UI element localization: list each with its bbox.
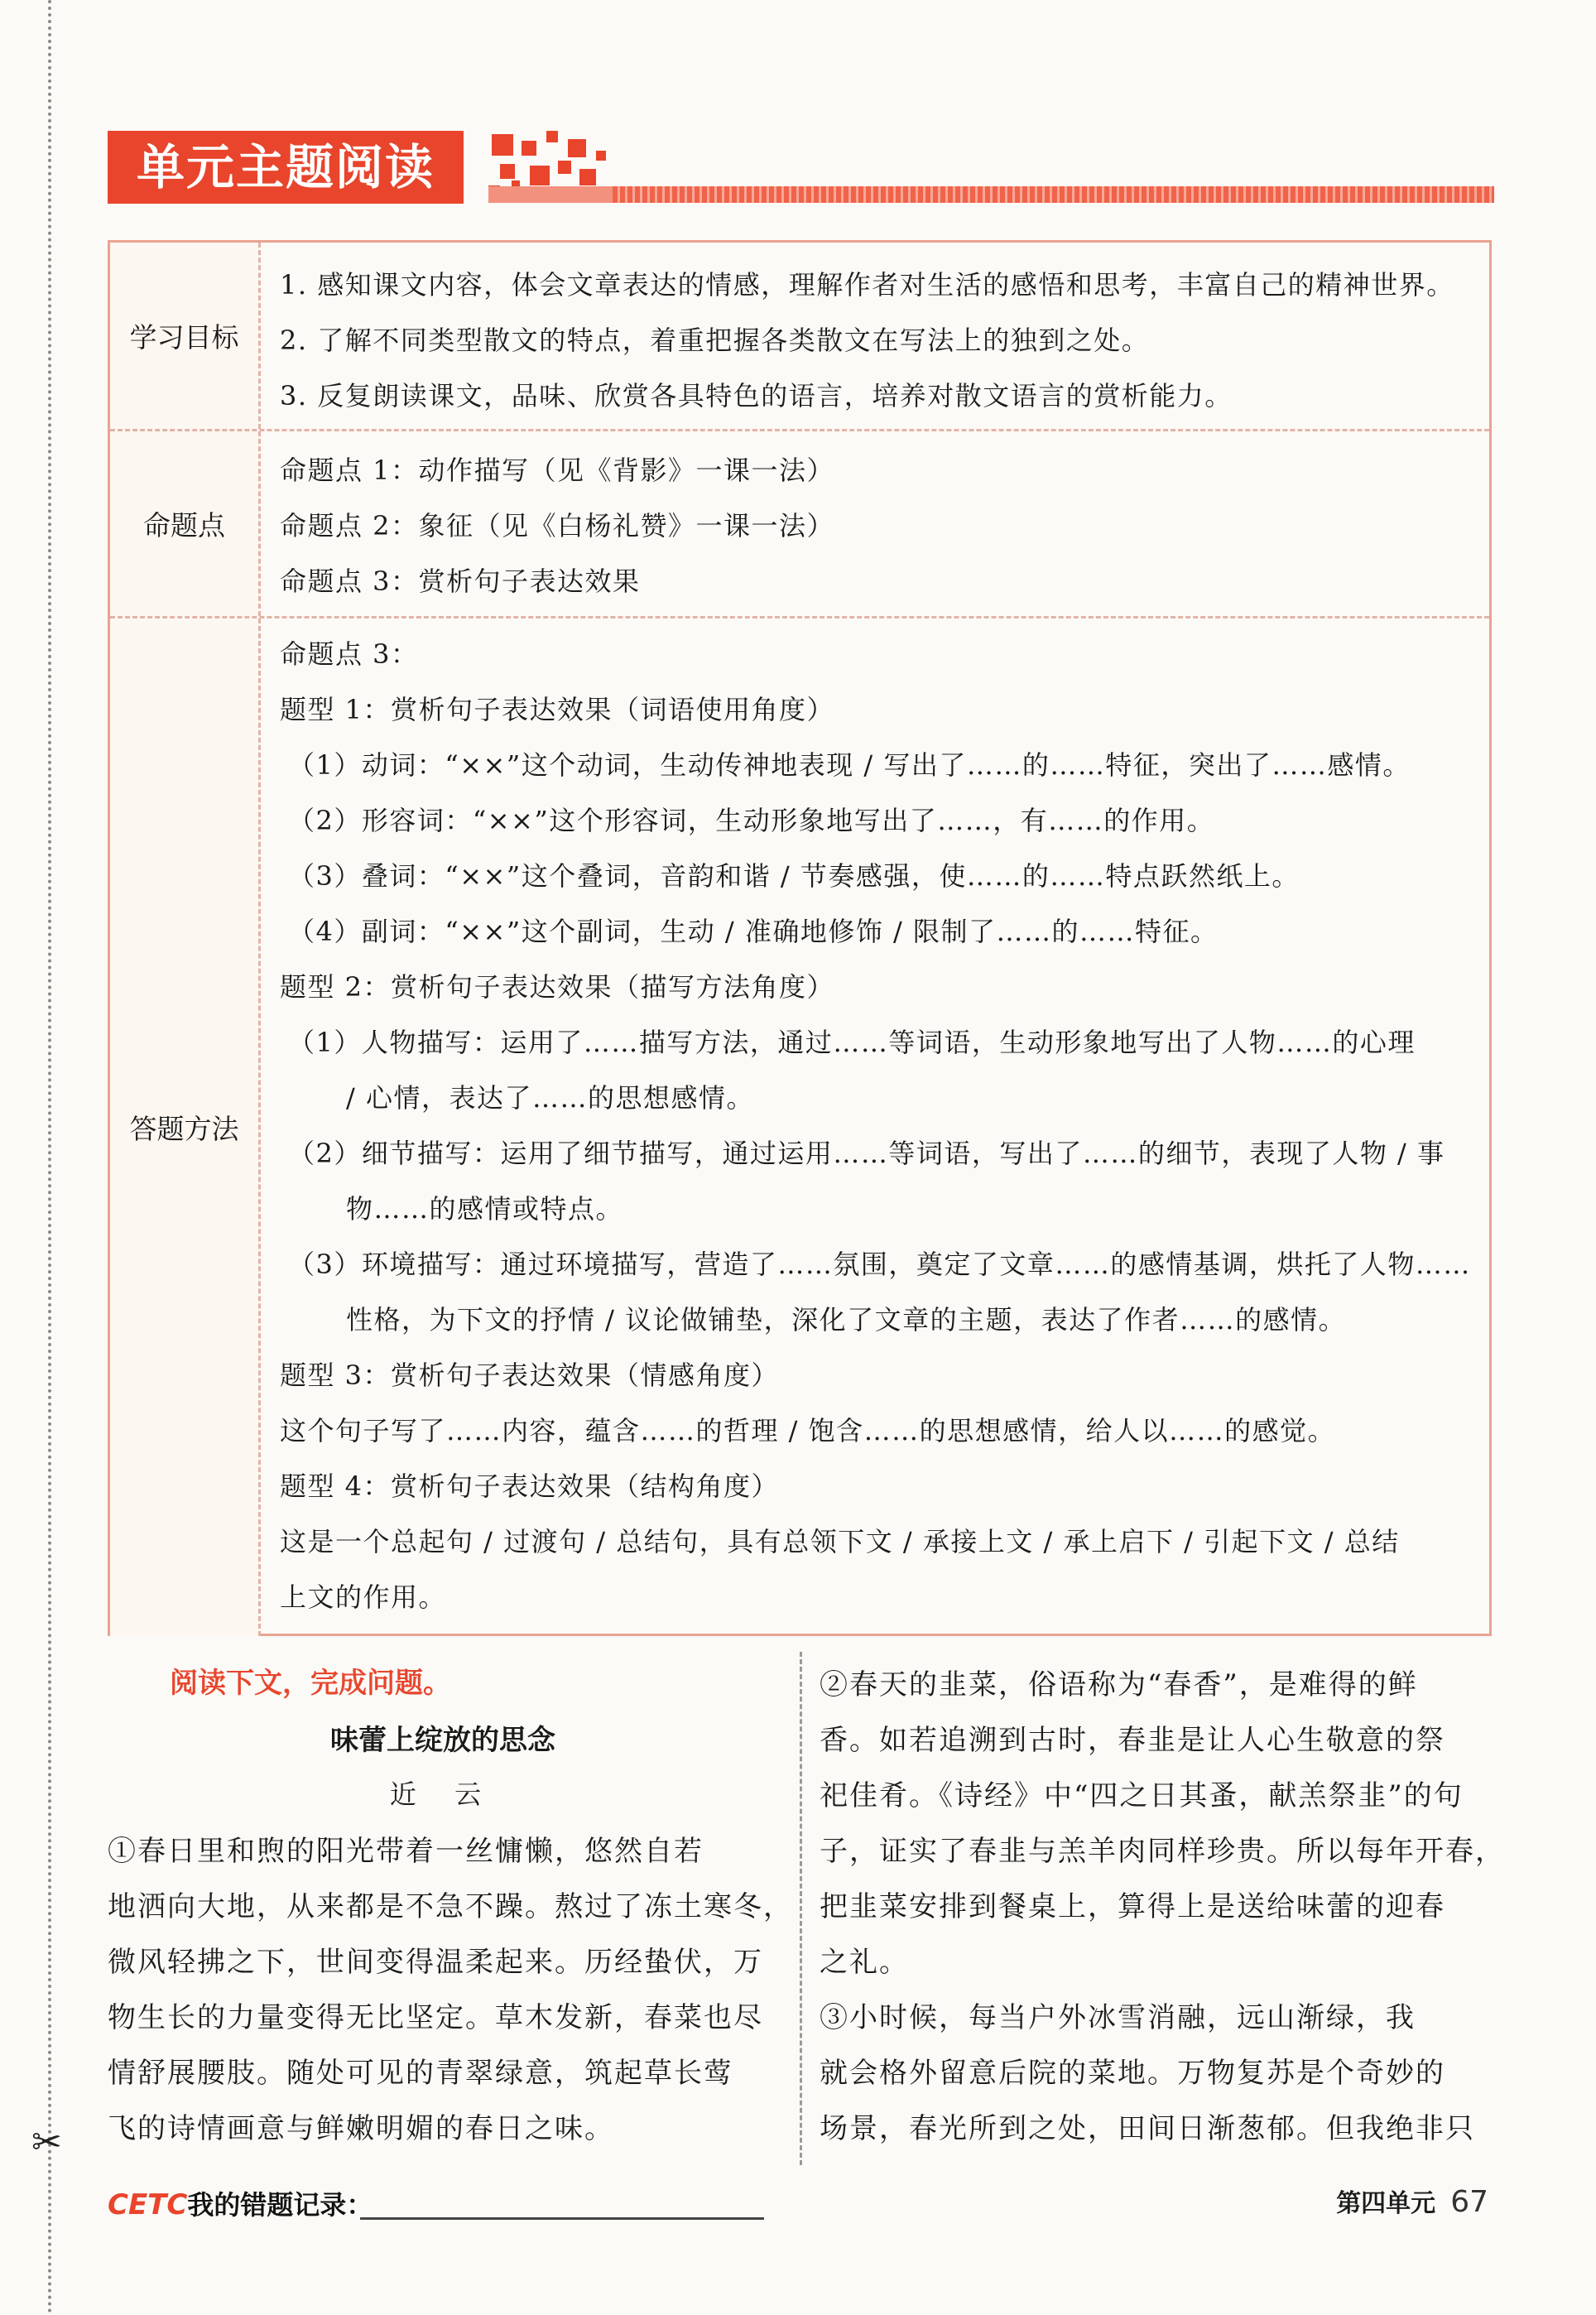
unit-label: 第四单元 xyxy=(1336,2189,1436,2218)
method-line: （2）形容词：“××”这个形容词，生动形象地写出了……，有……的作用。 xyxy=(288,805,1215,836)
paragraph-line: ①春日里和煦的阳光带着一丝慵懒，悠然自若 xyxy=(108,1835,704,1868)
goal-line: 1. 感知课文内容，体会文章表达的情感，理解作者对生活的感悟和思考，丰富自己的精神世界。 xyxy=(280,269,1454,301)
methods-label: 答题方法 xyxy=(110,618,261,1636)
paragraph-line: 飞的诗情画意与鲜嫩明媚的春日之味。 xyxy=(108,2112,614,2145)
article-author: 近 云 xyxy=(389,1778,497,1810)
paragraph-line: 地洒向大地，从来都是不急不躁。熬过了冻土寒冬， xyxy=(108,1890,793,1923)
goals-row xyxy=(110,243,1489,431)
method-line: （3）环境描写：通过环境描写，营造了……氛围，奠定了文章……的感情基调，烘托了人物…… xyxy=(288,1249,1471,1280)
method-line: 题型 2：赏析句子表达效果（描写方法角度） xyxy=(280,971,835,1003)
paragraph-line: ②春天的韭菜，俗语称为“春香”，是难得的鲜 xyxy=(820,1668,1418,1701)
method-line: （1）人物描写：运用了……描写方法，通过……等词语，生动形象地写出了人物……的心理 xyxy=(288,1027,1416,1058)
paragraph-line: 场景，春光所到之处，田间日渐葱郁。但我绝非只 xyxy=(820,2112,1475,2145)
error-record-label: 我的错题记录： xyxy=(187,2189,373,2221)
reading-instruction: 阅读下文，完成问题。 xyxy=(170,1667,451,1700)
paragraph-line: 把韭菜安排到餐桌上，算得上是送给味蕾的迎春 xyxy=(820,1890,1445,1923)
method-line: （3）叠词：“××”这个叠词，音韵和谐 / 节奏感强，使……的……特点跃然纸上。 xyxy=(288,860,1300,892)
article-title: 味蕾上绽放的思念 xyxy=(330,1724,555,1757)
method-line: 题型 4：赏析句子表达效果（结构角度） xyxy=(280,1470,780,1502)
method-line: 物……的感情或特点。 xyxy=(346,1193,624,1225)
point-line: 命题点 3：赏析句子表达效果 xyxy=(280,566,641,597)
study-table xyxy=(108,240,1492,1636)
methods-row xyxy=(110,618,1489,1636)
paragraph-line: 微风轻拂之下，世间变得温柔起来。历经蛰伏，万 xyxy=(108,1946,763,1979)
paragraph-line: 物生长的力量变得无比坚定。草木发新，春菜也尽 xyxy=(108,2001,763,2034)
page-footer xyxy=(1336,2183,1488,2219)
paragraph-line: 子，证实了春韭与羔羊肉同样珍贵。所以每年开春， xyxy=(820,1835,1505,1868)
method-line: 这个句子写了……内容，蕴含……的哲理 / 饱含……的思想感情，给人以……的感觉。 xyxy=(280,1415,1336,1446)
paragraph-line: 祀佳肴。《诗经》中“四之日其蚤，献羔祭韭”的句 xyxy=(820,1779,1464,1812)
method-line: 这是一个总起句 / 过渡句 / 总结句，具有总领下文 / 承接上文 / 承上启下 / 引起下文 / 总结 xyxy=(280,1526,1400,1557)
method-line: 命题点 3： xyxy=(280,638,419,670)
method-line: （2）细节描写：运用了细节描写，通过运用……等词语，写出了……的细节，表现了人物 / 事 xyxy=(288,1138,1445,1169)
page-number: 67 xyxy=(1450,2185,1488,2219)
brand-logo: CETC xyxy=(108,2188,188,2221)
cut-line xyxy=(48,0,51,2315)
points-row xyxy=(110,431,1489,618)
paragraph-line: 之礼。 xyxy=(820,1946,909,1979)
method-line: （4）副词：“××”这个副词，生动 / 准确地修饰 / 限制了……的……特征。 xyxy=(288,916,1219,947)
method-line: / 心情，表达了……的思想感情。 xyxy=(346,1082,754,1114)
paragraph-line: ③小时候，每当户外冰雪消融，远山渐绿，我 xyxy=(820,2001,1416,2034)
method-line: （1）动词：“××”这个动词，生动传神地表现 / 写出了……的……特征，突出了……感情。 xyxy=(288,749,1411,781)
header-rule-left xyxy=(488,186,621,203)
column-divider xyxy=(800,1652,802,2165)
paragraph-line: 香。如若追溯到古时，春韭是让人心生敬意的祭 xyxy=(820,1724,1445,1757)
scissors-icon: ✂ xyxy=(31,2121,62,2163)
point-line: 命题点 1：动作描写（见《背影》一课一法） xyxy=(280,455,835,486)
method-line: 上文的作用。 xyxy=(280,1581,447,1613)
method-line: 题型 3：赏析句子表达效果（情感角度） xyxy=(280,1360,780,1391)
method-line: 题型 1：赏析句子表达效果（词语使用角度） xyxy=(280,694,835,725)
point-line: 命题点 2：象征（见《白杨礼赞》一课一法） xyxy=(280,510,835,541)
header-rule xyxy=(613,186,1494,203)
goal-line: 3. 反复朗读课文，品味、欣赏各具特色的语言，培养对散文语言的赏析能力。 xyxy=(280,380,1233,412)
method-line: 性格，为下文的抒情 / 议论做铺垫，深化了文章的主题，表达了作者……的感情。 xyxy=(346,1304,1347,1336)
paragraph-line: 就会格外留意后院的菜地。万物复苏是个奇妙的 xyxy=(820,2057,1445,2090)
goals-label: 学习目标 xyxy=(110,243,261,429)
points-label: 命题点 xyxy=(110,431,261,616)
goal-line: 2. 了解不同类型散文的特点，着重把握各类散文在写法上的独到之处。 xyxy=(280,325,1150,356)
section-title: 单元主题阅读 xyxy=(108,131,464,204)
error-record-blank xyxy=(360,2217,764,2220)
error-record xyxy=(108,2184,373,2222)
paragraph-line: 情舒展腰肢。随处可见的青翠绿意，筑起草长莺 xyxy=(108,2057,733,2090)
